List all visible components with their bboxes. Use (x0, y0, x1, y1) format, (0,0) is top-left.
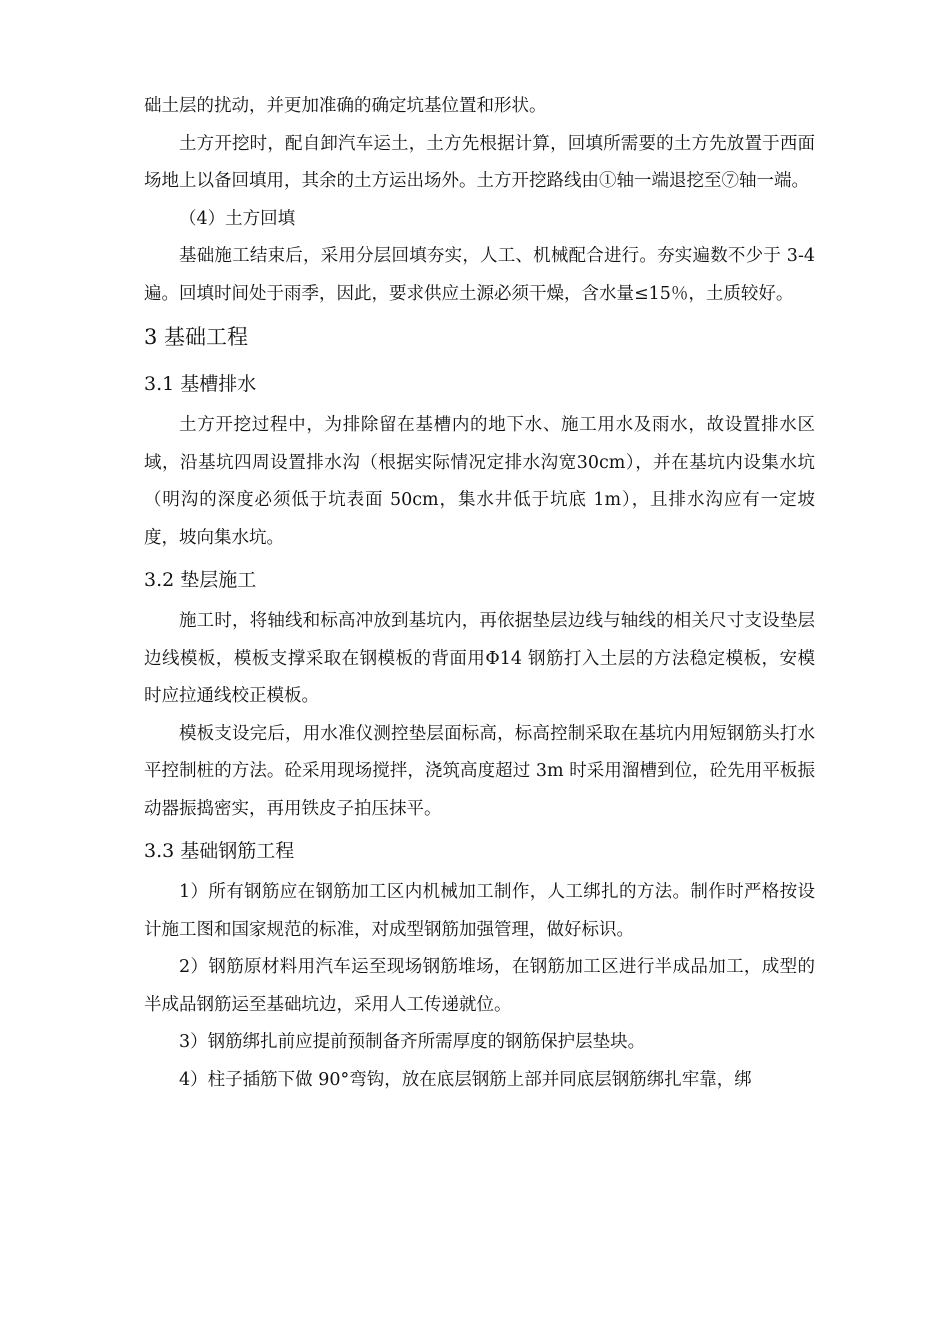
paragraph-rebar-2: 2）钢筋原材料用汽车运至现场钢筋堆场，在钢筋加工区进行半成品加工，成型的半成品钢筋运至基础坑边，采用人工传递就位。 (144, 957, 815, 1015)
paragraph-rebar-3: 3）钢筋绑扎前应提前预制备齐所需厚度的钢筋保护层垫块。 (179, 1032, 646, 1052)
subsection-title-cushion: 3.2 垫层施工 (144, 569, 257, 591)
paragraph-continued: 础土层的扰动，并更加准确的确定坑基位置和形状。 (144, 96, 547, 116)
paragraph-rebar-4: 4）柱子插筋下做 90°弯钩，放在底层钢筋上部并同底层钢筋绑扎牢靠，绑 (179, 1069, 752, 1090)
paragraph-cushion-1: 施工时，将轴线和标高冲放到基坑内，再依据垫层边线与轴线的相关尺寸支设垫层边线模板，模板支撑采取在钢模板的背面用Φ14 钢筋打入土层的方法稳定模板，安模时应拉通线校正模板。 (144, 611, 815, 706)
paragraph-cushion-2: 模板支设完后，用水准仪测控垫层面标高，标高控制采取在基坑内用短钢筋头打水平控制桩的方法。砼采用现场搅拌，浇筑高度超过 3m 时采用溜槽到位，砼先用平板振动器振捣密实，再用铁皮子拍压抹平。 (144, 723, 815, 819)
subsection-title-rebar: 3.3 基础钢筋工程 (144, 840, 295, 862)
subsection-title-drainage: 3.1 基槽排水 (144, 373, 257, 395)
paragraph-rebar-1: 1）所有钢筋应在钢筋加工区内机械加工制作，人工绑扎的方法。制作时严格按设计施工图和国家规范的标准，对成型钢筋加强管理，做好标识。 (144, 882, 815, 940)
section-title-foundation: 3 基础工程 (144, 325, 249, 349)
paragraph-drainage: 土方开挖过程中，为排除留在基槽内的地下水、施工用水及雨水，故设置排水区域，沿基坑四周设置排水沟（根据实际情况定排水沟宽30cm），并在基坑内设集水坑（明沟的深度必须低于坑表面 50cm，集水井低于坑底 1m），且排水沟应有一定坡度，坡向集水坑。 (144, 415, 815, 548)
paragraph-backfill: 基础施工结束后，采用分层回填夯实，人工、机械配合进行。夯实遍数不少于 3-4 遍。回填时间处于雨季，因此，要求供应土源必须干燥，含水量≤15％，土质较好。 (144, 246, 815, 304)
paragraph-heading-backfill: （4）土方回填 (179, 208, 296, 229)
paragraph-earthwork-excavation: 土方开挖时，配自卸汽车运土，土方先根据计算，回填所需要的土方先放置于西面场地上以备回填用，其余的土方运出场外。土方开挖路线由①轴一端退挖至⑦轴一端。 (144, 133, 815, 191)
